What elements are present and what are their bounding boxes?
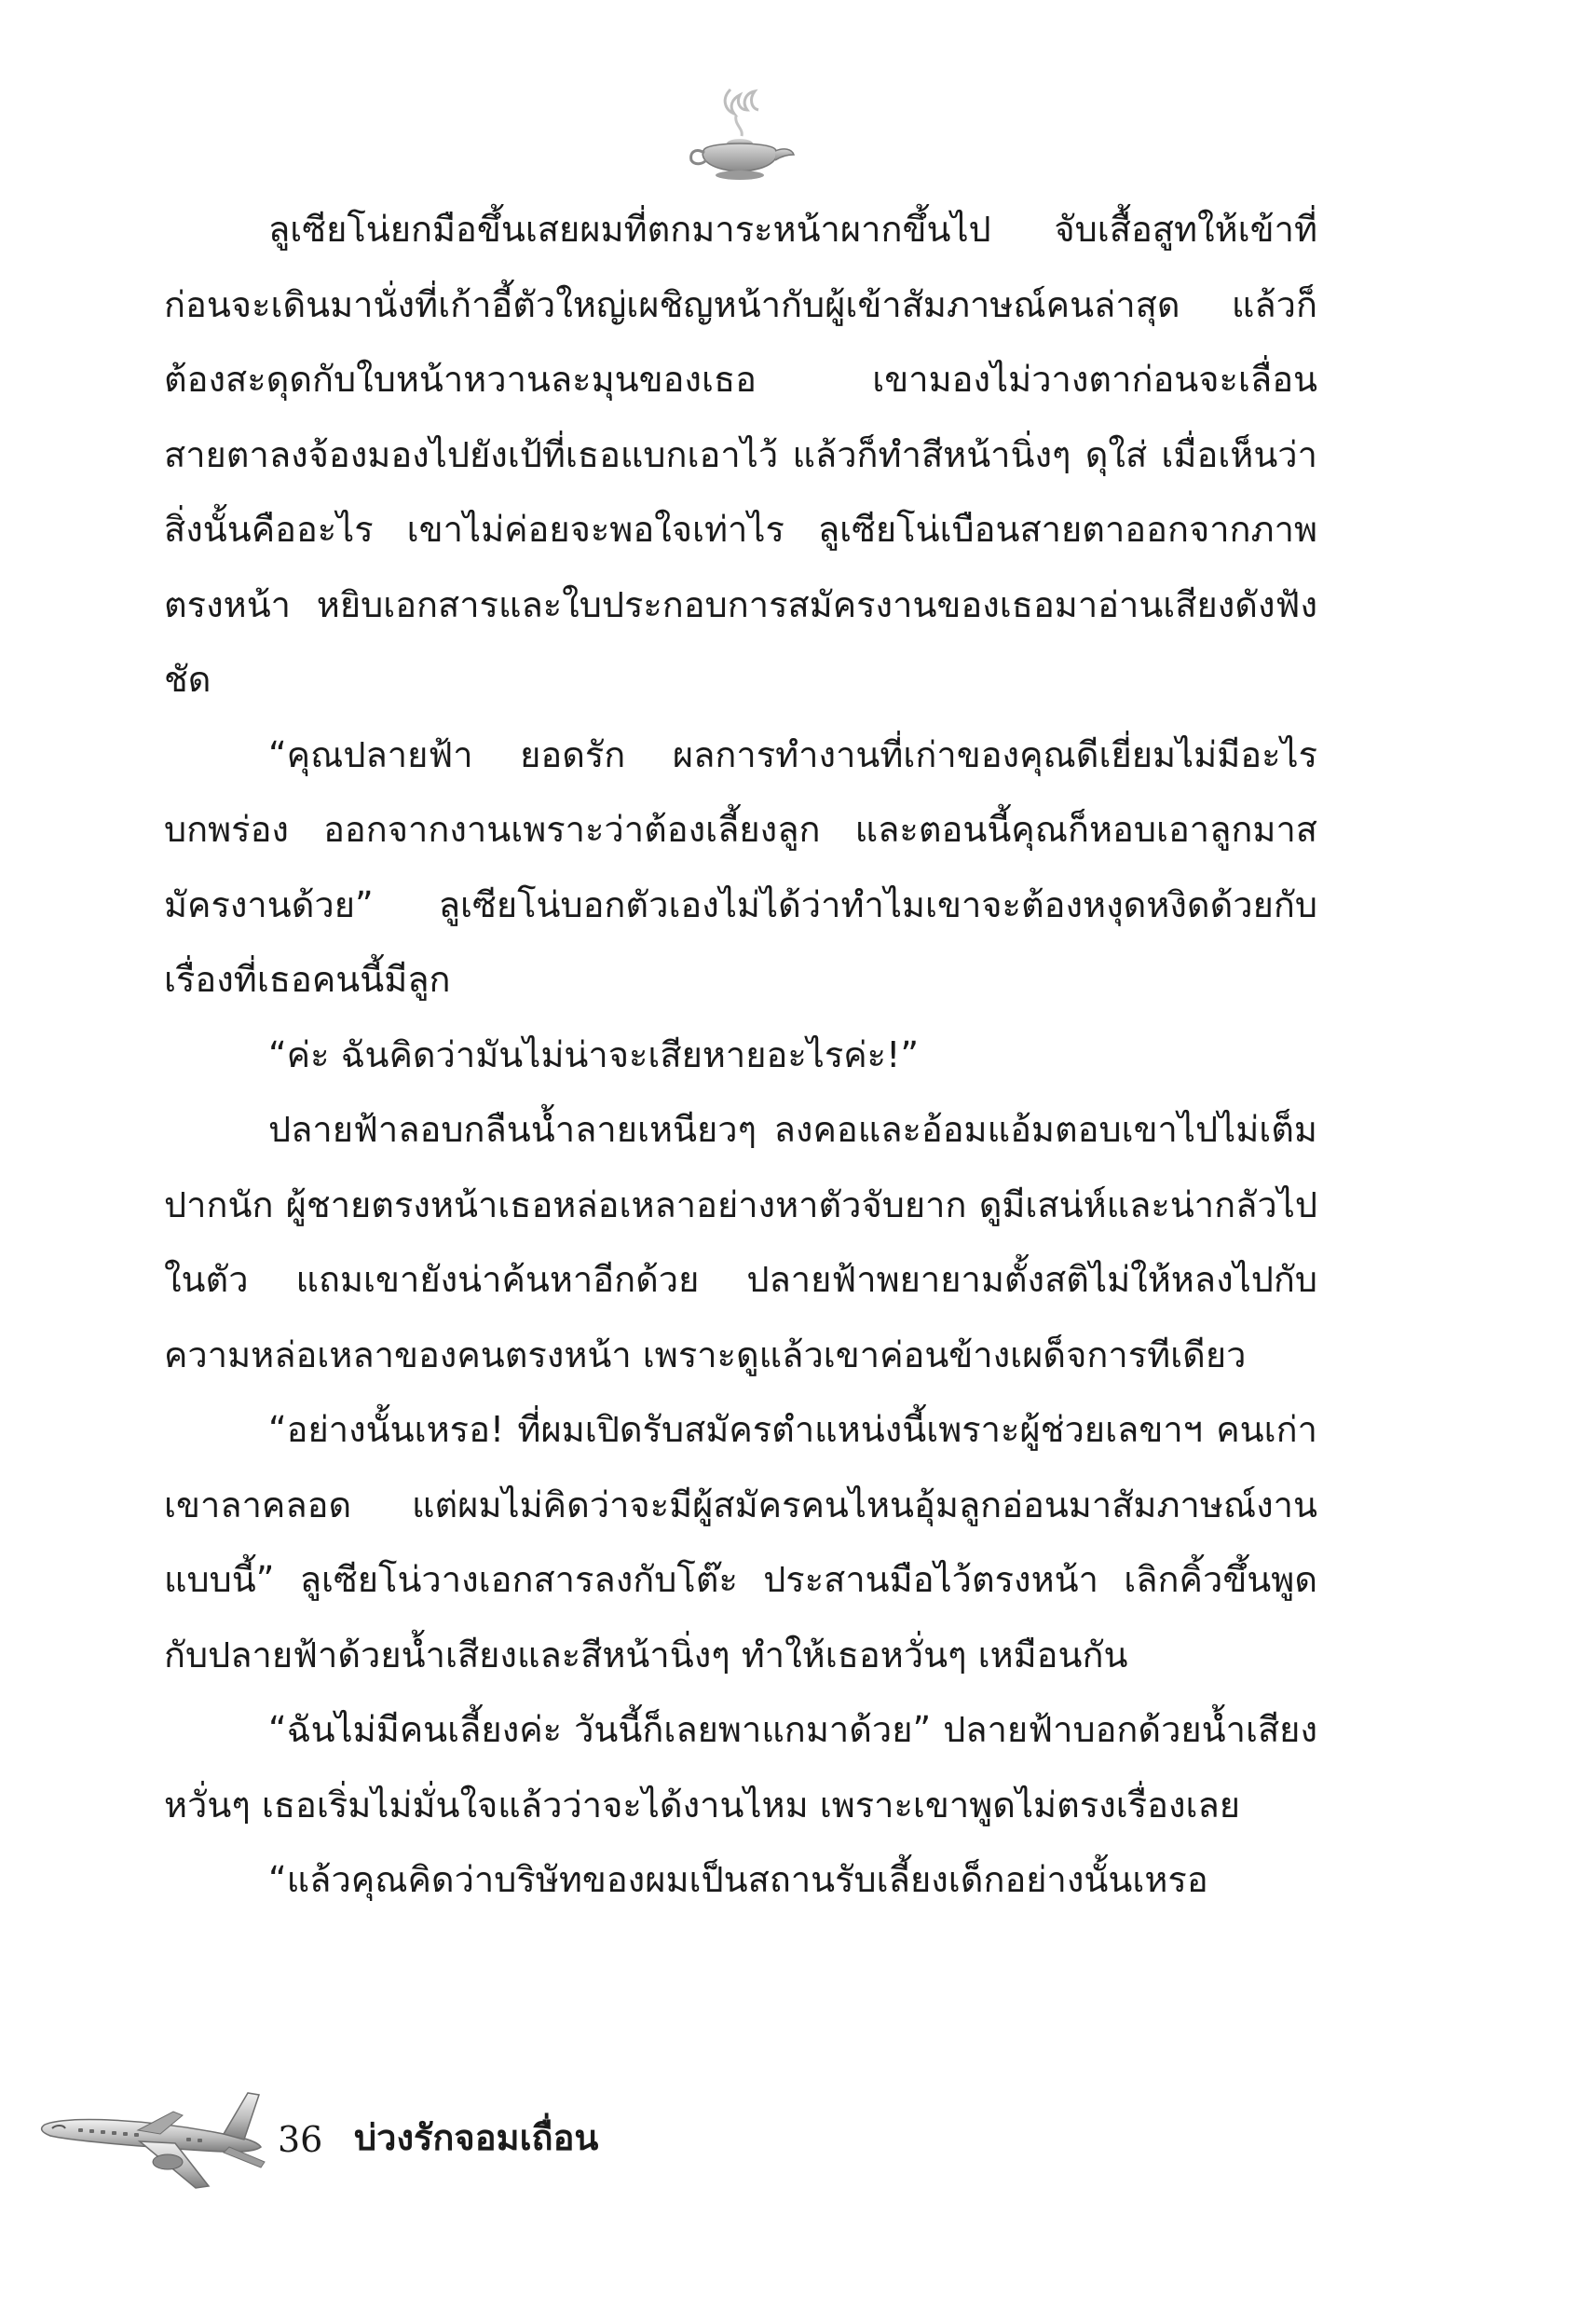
paragraph: “คุณปลายฟ้า ยอดรัก ผลการทำงานที่เก่าของคุณดีเยี่ยมไม่มีอะไรบกพร่อง ออกจากงานเพราะว่าต้องเลี้ยงลูก และตอนนี้คุณก็หอบเอาลูกมาสมัครงานด้วย” ลูเซียโน่บอกตัวเองไม่ได้ว่าทำไมเขาจะต้องหงุดหงิดด้วยกับเรื่องที่เธอคนนี้มีลูก xyxy=(164,733,1317,1000)
page-number: 36 xyxy=(278,2119,323,2160)
teapot-lamp-ornament-icon xyxy=(684,82,796,185)
body-text xyxy=(164,192,1317,1918)
paragraph: ปลายฟ้าลอบกลืนน้ำลายเหนียวๆ ลงคอและอ้อมแอ้มตอบเขาไปไม่เต็มปากนัก ผู้ชายตรงหน้าเธอหล่อเหลาอย่างหาตัวจับยาก ดูมีเสน่ห์และน่ากลัวไปในตัว แถมเขายังน่าค้นหาอีกด้วย ปลายฟ้าพยายามตั้งสติไม่ให้หลงไปกับความหล่อเหลาของคนตรงหน้า เพราะดูแล้วเขาค่อนข้างเผด็จการทีเดียว xyxy=(164,1109,1317,1375)
paragraph: ลูเซียโน่ยกมือขึ้นเสยผมที่ตกมาระหน้าผากขึ้นไป จับเสื้อสูทให้เข้าที่ ก่อนจะเดินมานั่งที่เก้าอี้ตัวใหญ่เผชิญหน้ากับผู้เข้าสัมภาษณ์คนล่าสุด แล้วก็ต้องสะดุดกับใบหน้าหวานละมุนของเธอ เขามองไม่วางตาก่อนจะเลื่อนสายตาลงจ้องมองไปยังเป้ที่เธอแบกเอาไว้ แล้วก็ทำสีหน้านิ่งๆ ดุใส่ เมื่อเห็นว่าสิ่งนั้นคืออะไร เขาไม่ค่อยจะพอใจเท่าไร ลูเซียโน่เบือนสายตาออกจากภาพตรงหน้า หยิบเอกสารและใบประกอบการสมัครงานของเธอมาอ่านเสียงดังฟังชัด xyxy=(164,209,1317,700)
paragraph: “ฉันไม่มีคนเลี้ยงค่ะ วันนี้ก็เลยพาแกมาด้วย” ปลายฟ้าบอกด้วยน้ำเสียงหวั่นๆ เธอเริ่มไม่มั่นใจแล้วว่าจะได้งานไหม เพราะเขาพูดไม่ตรงเรื่องเลย xyxy=(164,1709,1317,1826)
page-footer xyxy=(37,2087,783,2199)
paragraph: “แล้วคุณคิดว่าบริษัทของผมเป็นสถานรับเลี้ยงเด็กอย่างนั้นเหรอ xyxy=(268,1859,1208,1900)
paragraph: “ค่ะ ฉันคิดว่ามันไม่น่าจะเสียหายอะไรค่ะ!” xyxy=(268,1033,920,1075)
airplane-icon xyxy=(37,2087,270,2195)
paragraph: “อย่างนั้นเหรอ! ที่ผมเปิดรับสมัครตำแหน่งนี้เพราะผู้ช่วยเลขาฯ คนเก่าเขาลาคลอด แต่ผมไม่คิดว่าจะมีผู้สมัครคนไหนอุ้มลูกอ่อนมาสัมภาษณ์งานแบบนี้” ลูเซียโน่วางเอกสารลงกับโต๊ะ ประสานมือไว้ตรงหน้า เลิกคิ้วขึ้นพูดกับปลายฟ้าด้วยน้ำเสียงและสีหน้านิ่งๆ ทำให้เธอหวั่นๆ เหมือนกัน xyxy=(164,1409,1317,1675)
book-title: บ่วงรักจอมเถื่อน xyxy=(354,2117,599,2158)
